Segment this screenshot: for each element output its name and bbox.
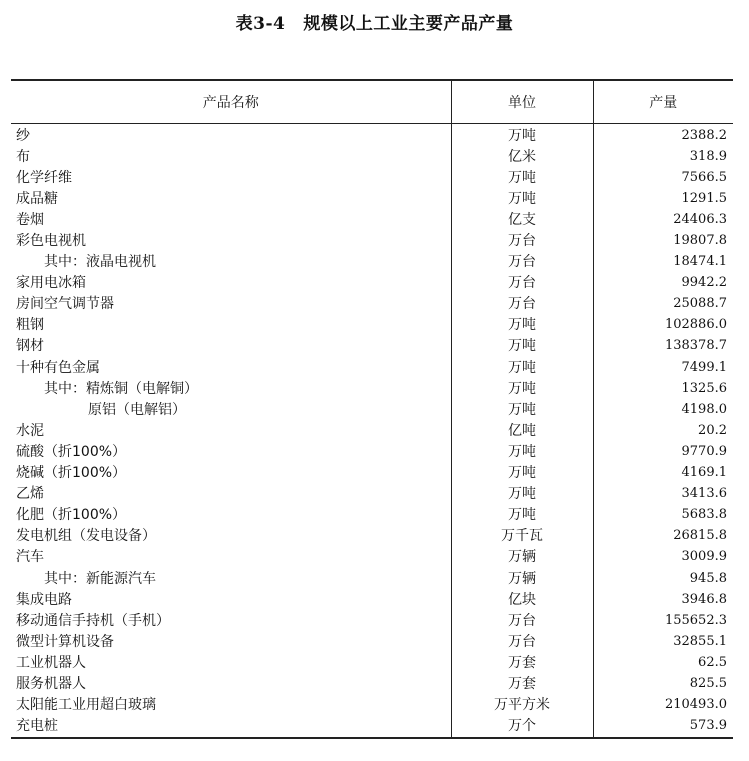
table-row — [11, 209, 733, 230]
table-row — [11, 441, 733, 462]
table-row — [11, 610, 733, 631]
quantity-cell: 32855.1 — [593, 631, 733, 652]
table-row — [11, 399, 733, 420]
product-name-cell: 硫酸（折100%） — [16, 443, 127, 460]
quantity-cell: 4169.1 — [593, 463, 733, 484]
product-name-cell: 乙烯 — [16, 486, 44, 503]
product-name-cell: 微型计算机设备 — [16, 633, 114, 650]
unit-cell: 万辆 — [451, 568, 593, 589]
product-name-cell: 集成电路 — [16, 591, 72, 608]
product-name-cell: 其中：精炼铜（电解铜） — [44, 380, 198, 397]
product-name-cell: 服务机器人 — [16, 675, 86, 692]
table-title: 规模以上工业主要产品产量 — [303, 14, 514, 34]
product-name-cell: 房间空气调节器 — [16, 296, 114, 313]
unit-cell: 万套 — [451, 673, 593, 694]
quantity-cell: 25088.7 — [593, 294, 733, 315]
table-row — [11, 230, 733, 251]
product-name-cell: 布 — [16, 148, 30, 165]
product-name-cell: 钢材 — [16, 338, 44, 355]
product-name-cell: 工业机器人 — [16, 654, 86, 671]
table-row — [11, 357, 733, 378]
quantity-cell: 1325.6 — [593, 378, 733, 399]
unit-cell: 亿支 — [451, 209, 593, 230]
table-row — [11, 589, 733, 610]
quantity-cell: 4198.0 — [593, 399, 733, 420]
table-row — [11, 252, 733, 273]
product-name-cell: 移动通信手持机（手机） — [16, 612, 170, 629]
unit-cell: 亿吨 — [451, 420, 593, 441]
quantity-cell: 7499.1 — [593, 357, 733, 378]
quantity-cell: 26815.8 — [593, 526, 733, 547]
product-name-cell: 汽车 — [16, 549, 44, 566]
product-name-cell: 粗钢 — [16, 317, 44, 334]
product-name-cell: 家用电冰箱 — [16, 275, 86, 292]
unit-cell: 万台 — [451, 273, 593, 294]
unit-cell: 万辆 — [451, 547, 593, 568]
quantity-cell: 3009.9 — [593, 547, 733, 568]
product-name-cell: 纱 — [16, 127, 30, 144]
unit-cell: 万台 — [451, 230, 593, 251]
product-name-cell: 十种有色金属 — [16, 359, 100, 376]
product-name-cell: 化学纤维 — [16, 169, 72, 186]
quantity-cell: 7566.5 — [593, 167, 733, 188]
unit-cell: 万千瓦 — [451, 526, 593, 547]
quantity-cell: 138378.7 — [593, 336, 733, 357]
table-row — [11, 294, 733, 315]
table-row — [11, 568, 733, 589]
quantity-cell: 3413.6 — [593, 484, 733, 505]
table-row — [11, 420, 733, 441]
table-row — [11, 695, 733, 716]
quantity-cell: 19807.8 — [593, 230, 733, 251]
quantity-cell: 20.2 — [593, 420, 733, 441]
quantity-cell: 573.9 — [593, 716, 733, 738]
table-row — [11, 146, 733, 167]
unit-cell: 亿块 — [451, 589, 593, 610]
table-row — [11, 526, 733, 547]
unit-cell: 万台 — [451, 610, 593, 631]
table-row — [11, 378, 733, 399]
page-title — [0, 12, 749, 36]
unit-cell: 万吨 — [451, 399, 593, 420]
product-name-cell: 彩色电视机 — [16, 233, 86, 250]
product-name-cell: 化肥（折100%） — [16, 507, 127, 524]
quantity-cell: 2388.2 — [593, 124, 733, 147]
quantity-cell: 3946.8 — [593, 589, 733, 610]
unit-cell: 万平方米 — [451, 695, 593, 716]
product-name-cell: 太阳能工业用超白玻璃 — [16, 697, 156, 714]
unit-cell: 万台 — [451, 252, 593, 273]
unit-cell: 万吨 — [451, 188, 593, 209]
table-header-row — [11, 80, 733, 124]
product-name-cell: 烧碱（折100%） — [16, 465, 127, 482]
table-row — [11, 188, 733, 209]
unit-cell: 万吨 — [451, 484, 593, 505]
product-name-cell: 卷烟 — [16, 211, 44, 228]
quantity-cell: 62.5 — [593, 652, 733, 673]
quantity-cell: 825.5 — [593, 673, 733, 694]
product-name-cell: 原铝（电解铝） — [88, 401, 186, 418]
header-quantity: 产量 — [593, 80, 733, 124]
unit-cell: 万吨 — [451, 505, 593, 526]
table-row — [11, 167, 733, 188]
product-name-cell: 其中：新能源汽车 — [44, 570, 156, 587]
table-row — [11, 273, 733, 294]
product-name-cell: 发电机组（发电设备） — [16, 528, 156, 545]
quantity-cell: 5683.8 — [593, 505, 733, 526]
table-body — [11, 124, 733, 738]
quantity-cell: 945.8 — [593, 568, 733, 589]
unit-cell: 万吨 — [451, 378, 593, 399]
table-row — [11, 124, 733, 147]
unit-cell: 万吨 — [451, 357, 593, 378]
unit-cell: 亿米 — [451, 146, 593, 167]
table-row — [11, 505, 733, 526]
unit-cell: 万台 — [451, 294, 593, 315]
table-row — [11, 315, 733, 336]
table-row — [11, 652, 733, 673]
unit-cell: 万台 — [451, 631, 593, 652]
unit-cell: 万个 — [451, 716, 593, 738]
quantity-cell: 155652.3 — [593, 610, 733, 631]
table-number: 表3-4 — [235, 14, 286, 34]
header-product-name: 产品名称 — [11, 80, 451, 124]
quantity-cell: 9942.2 — [593, 273, 733, 294]
quantity-cell: 102886.0 — [593, 315, 733, 336]
table-row — [11, 716, 733, 738]
table-row — [11, 631, 733, 652]
table-row — [11, 547, 733, 568]
table-row — [11, 673, 733, 694]
table-row — [11, 484, 733, 505]
quantity-cell: 210493.0 — [593, 695, 733, 716]
unit-cell: 万吨 — [451, 441, 593, 462]
product-name-cell: 成品糖 — [16, 190, 58, 207]
unit-cell: 万吨 — [451, 336, 593, 357]
quantity-cell: 318.9 — [593, 146, 733, 167]
unit-cell: 万吨 — [451, 463, 593, 484]
header-unit: 单位 — [451, 80, 593, 124]
unit-cell: 万吨 — [451, 315, 593, 336]
table-row — [11, 463, 733, 484]
unit-cell: 万吨 — [451, 167, 593, 188]
product-name-cell: 其中：液晶电视机 — [44, 254, 156, 271]
product-name-cell: 水泥 — [16, 422, 44, 439]
production-table — [11, 79, 733, 739]
product-name-cell: 充电桩 — [16, 718, 58, 735]
table-row — [11, 336, 733, 357]
quantity-cell: 9770.9 — [593, 441, 733, 462]
quantity-cell: 1291.5 — [593, 188, 733, 209]
quantity-cell: 24406.3 — [593, 209, 733, 230]
quantity-cell: 18474.1 — [593, 252, 733, 273]
unit-cell: 万套 — [451, 652, 593, 673]
unit-cell: 万吨 — [451, 124, 593, 147]
